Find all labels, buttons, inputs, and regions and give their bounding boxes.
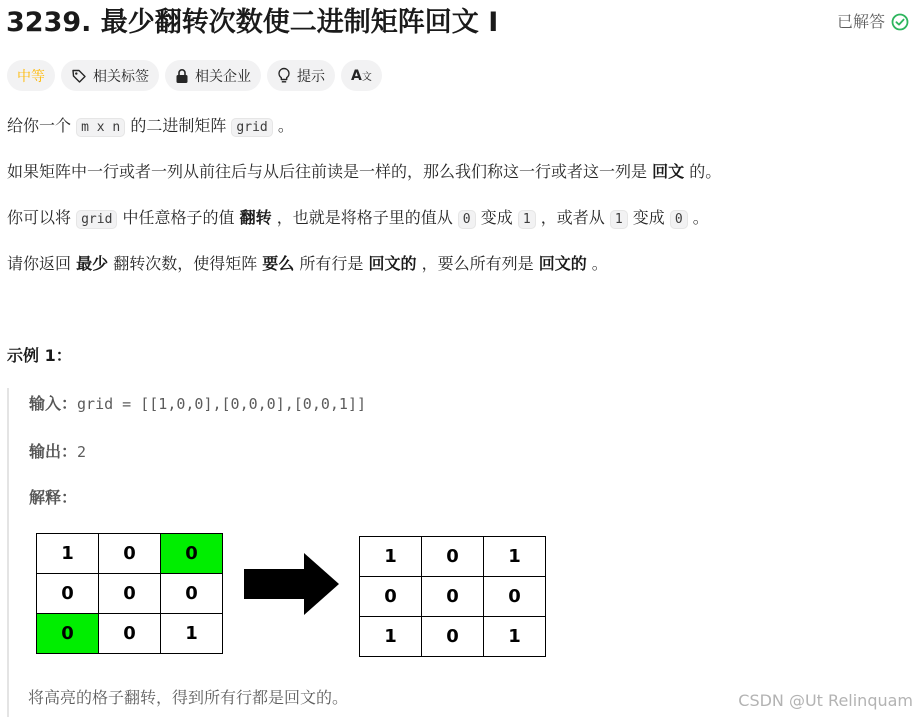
inline-code: 1 (518, 210, 536, 229)
text: 。 (687, 208, 709, 227)
text: ，或者从 (535, 208, 610, 227)
check-circle-icon (891, 13, 909, 31)
grid-cell: 0 (99, 574, 161, 614)
bold-term: 要么 (262, 254, 295, 273)
inline-code: 1 (610, 210, 628, 229)
example-explanation-label (29, 486, 77, 510)
grid-cell: 1 (360, 617, 422, 657)
description-paragraph-1 (7, 114, 294, 140)
hints-label: 提示 (297, 68, 325, 85)
example-title: 示例 1： (7, 346, 72, 365)
inline-code: grid (76, 210, 117, 229)
grid-cell: 1 (37, 534, 99, 574)
grid-cell: 1 (360, 537, 422, 577)
bold-term: 回文 (652, 162, 685, 181)
watermark: CSDN @Ut Relinquam (738, 691, 913, 710)
tag-icon (71, 68, 87, 84)
example-output (29, 440, 86, 464)
grid-cell: 0 (422, 617, 484, 657)
output-label: 输出： (29, 442, 78, 461)
input-label: 输入： (29, 394, 78, 413)
grid-cell: 1 (484, 617, 546, 657)
text: 翻转次数，使得矩阵 (108, 254, 263, 273)
solved-label: 已解答 (836, 12, 885, 31)
grid-cell: 0 (360, 577, 422, 617)
bold-term: 翻转 (239, 208, 272, 227)
inline-code: 0 (670, 210, 688, 229)
lock-icon (175, 68, 189, 84)
grid-cell: 0 (99, 534, 161, 574)
grid-cell: 0 (422, 537, 484, 577)
inline-code: 0 (458, 210, 476, 229)
grid-before (36, 533, 223, 654)
example-input (29, 392, 366, 416)
tag-bar (7, 60, 382, 91)
grid-cell: 1 (484, 537, 546, 577)
related-companies-button[interactable] (165, 60, 261, 91)
difficulty-label: 中等 (17, 68, 45, 85)
text: 你可以将 (7, 208, 77, 227)
problem-title: 3239. 最少翻转次数使二进制矩阵回文 I (6, 7, 499, 38)
input-value: grid = [[1,0,0],[0,0,0],[0,0,1]] (77, 395, 366, 413)
translate-button[interactable] (341, 60, 382, 91)
explain-label: 解释： (29, 488, 78, 507)
grid-cell: 0 (161, 574, 223, 614)
output-value: 2 (77, 443, 87, 461)
text: ，也就是将格子里的值从 (271, 208, 458, 227)
grid-row (37, 534, 223, 574)
grid-after (359, 536, 546, 657)
translate-icon: A 文 (351, 67, 372, 84)
grid-cell: 0 (484, 577, 546, 617)
grid-cell: 0 (37, 574, 99, 614)
difficulty-badge[interactable] (7, 60, 55, 91)
example-caption: 将高亮的格子翻转，得到所有行都是回文的。 (28, 688, 349, 707)
bold-term: 最少 (76, 254, 109, 273)
lightbulb-icon (277, 67, 291, 84)
description-paragraph-4 (7, 252, 608, 276)
grid-cell: 0 (161, 534, 223, 574)
text: 所有行是 (294, 254, 369, 273)
text: 。 (272, 116, 294, 135)
inline-code: grid (231, 118, 272, 137)
text: 变成 (475, 208, 518, 227)
text: 变成 (627, 208, 670, 227)
bold-term: 回文的 (538, 254, 587, 273)
text: 的。 (684, 162, 722, 181)
hints-button[interactable] (267, 60, 335, 91)
grid-row (360, 617, 546, 657)
text: 如果矩阵中一行或者一列从前往后与从后往前读是一样的，那么我们称这一行或者这一列是 (7, 162, 653, 181)
text: 请你返回 (7, 254, 77, 273)
grid-cell: 1 (161, 614, 223, 654)
grid-row (37, 614, 223, 654)
bold-term: 回文的 (368, 254, 417, 273)
right-arrow-icon (244, 553, 340, 615)
solved-status[interactable] (837, 10, 909, 34)
grid-row (360, 537, 546, 577)
grid-row (360, 577, 546, 617)
related-tags-button[interactable] (61, 60, 159, 91)
text: 。 (586, 254, 608, 273)
grid-cell: 0 (99, 614, 161, 654)
description-paragraph-2 (7, 160, 721, 184)
text: 中任意格子的值 (117, 208, 240, 227)
related-companies-label: 相关企业 (195, 68, 251, 85)
text: 给你一个 (7, 116, 77, 135)
text: ，要么所有列是 (416, 254, 539, 273)
grid-cell: 0 (37, 614, 99, 654)
inline-code: m x n (76, 118, 125, 137)
text: 的二进制矩阵 (125, 116, 232, 135)
grid-row (37, 574, 223, 614)
related-tags-label: 相关标签 (93, 68, 149, 85)
grid-cell: 0 (422, 577, 484, 617)
description-paragraph-3 (7, 206, 709, 232)
